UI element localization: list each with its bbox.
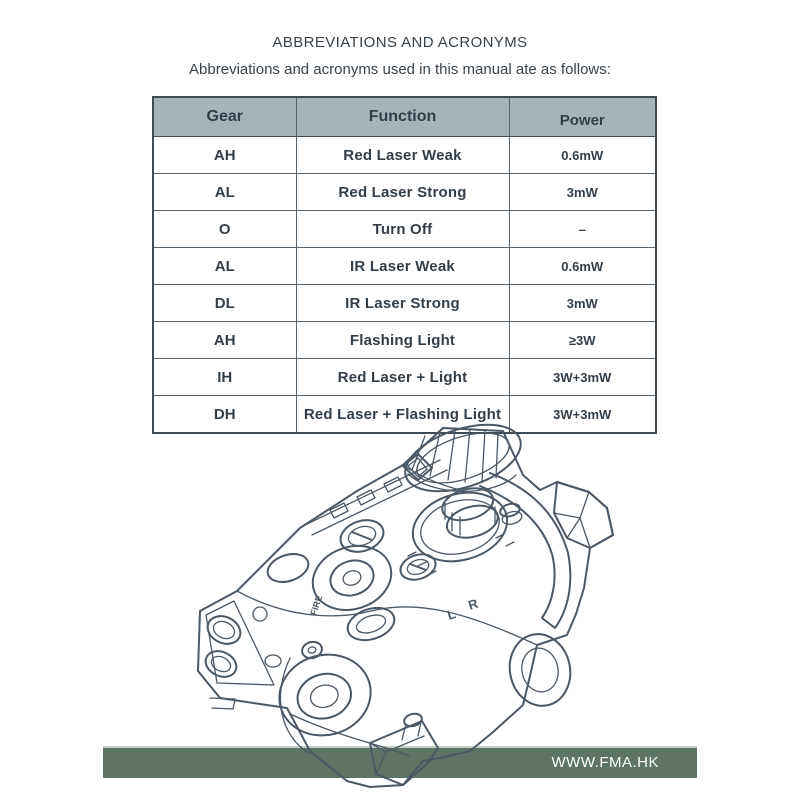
gear-cell: DL [153,285,296,322]
gear-cell: O [153,211,296,248]
gear-cell: AL [153,174,296,211]
column-header-function: Function [296,97,509,137]
power-cell: 3W+3mW [509,359,656,396]
laser-device-illustration [140,418,645,793]
gear-cell: AL [153,248,296,285]
power-cell: 3mW [509,285,656,322]
function-cell: IR Laser Weak [296,248,509,285]
left-engraving: L [445,606,458,623]
column-header-power: Power [509,97,656,137]
gear-cell: AH [153,137,296,174]
function-cell: Flashing Light [296,322,509,359]
function-cell: Red Laser + Light [296,359,509,396]
table-row [153,211,656,248]
device-line-drawing [140,418,645,793]
gear-cell: IH [153,359,296,396]
table-row [153,285,656,322]
table-row [153,359,656,396]
page-title: ABBREVIATIONS AND ACRONYMS [272,34,528,51]
function-cell: Red Laser + Flashing Light [296,396,509,434]
gear-cell: AH [153,322,296,359]
power-cell: – [509,211,656,248]
function-cell: IR Laser Strong [296,285,509,322]
function-cell: Turn Off [296,211,509,248]
table-header-row [153,97,656,137]
function-cell: Red Laser Strong [296,174,509,211]
power-cell: ≥3W [509,322,656,359]
table-row [153,248,656,285]
right-engraving: R [466,595,480,613]
power-cell: 3mW [509,174,656,211]
gear-cell: DH [153,396,296,434]
table-row [153,174,656,211]
table-row [153,137,656,174]
footer-website: WWW.FMA.HK [551,754,659,771]
page-subtitle: Abbreviations and acronyms used in this manual ate as follows: [189,61,611,78]
power-cell: 0.6mW [509,137,656,174]
function-cell: Red Laser Weak [296,137,509,174]
power-cell: 3W+3mW [509,396,656,434]
power-cell: 0.6mW [509,248,656,285]
fire-engraving: FIRE [308,594,325,617]
table-row [153,322,656,359]
column-header-gear: Gear [153,97,296,137]
abbreviations-table [152,96,657,434]
